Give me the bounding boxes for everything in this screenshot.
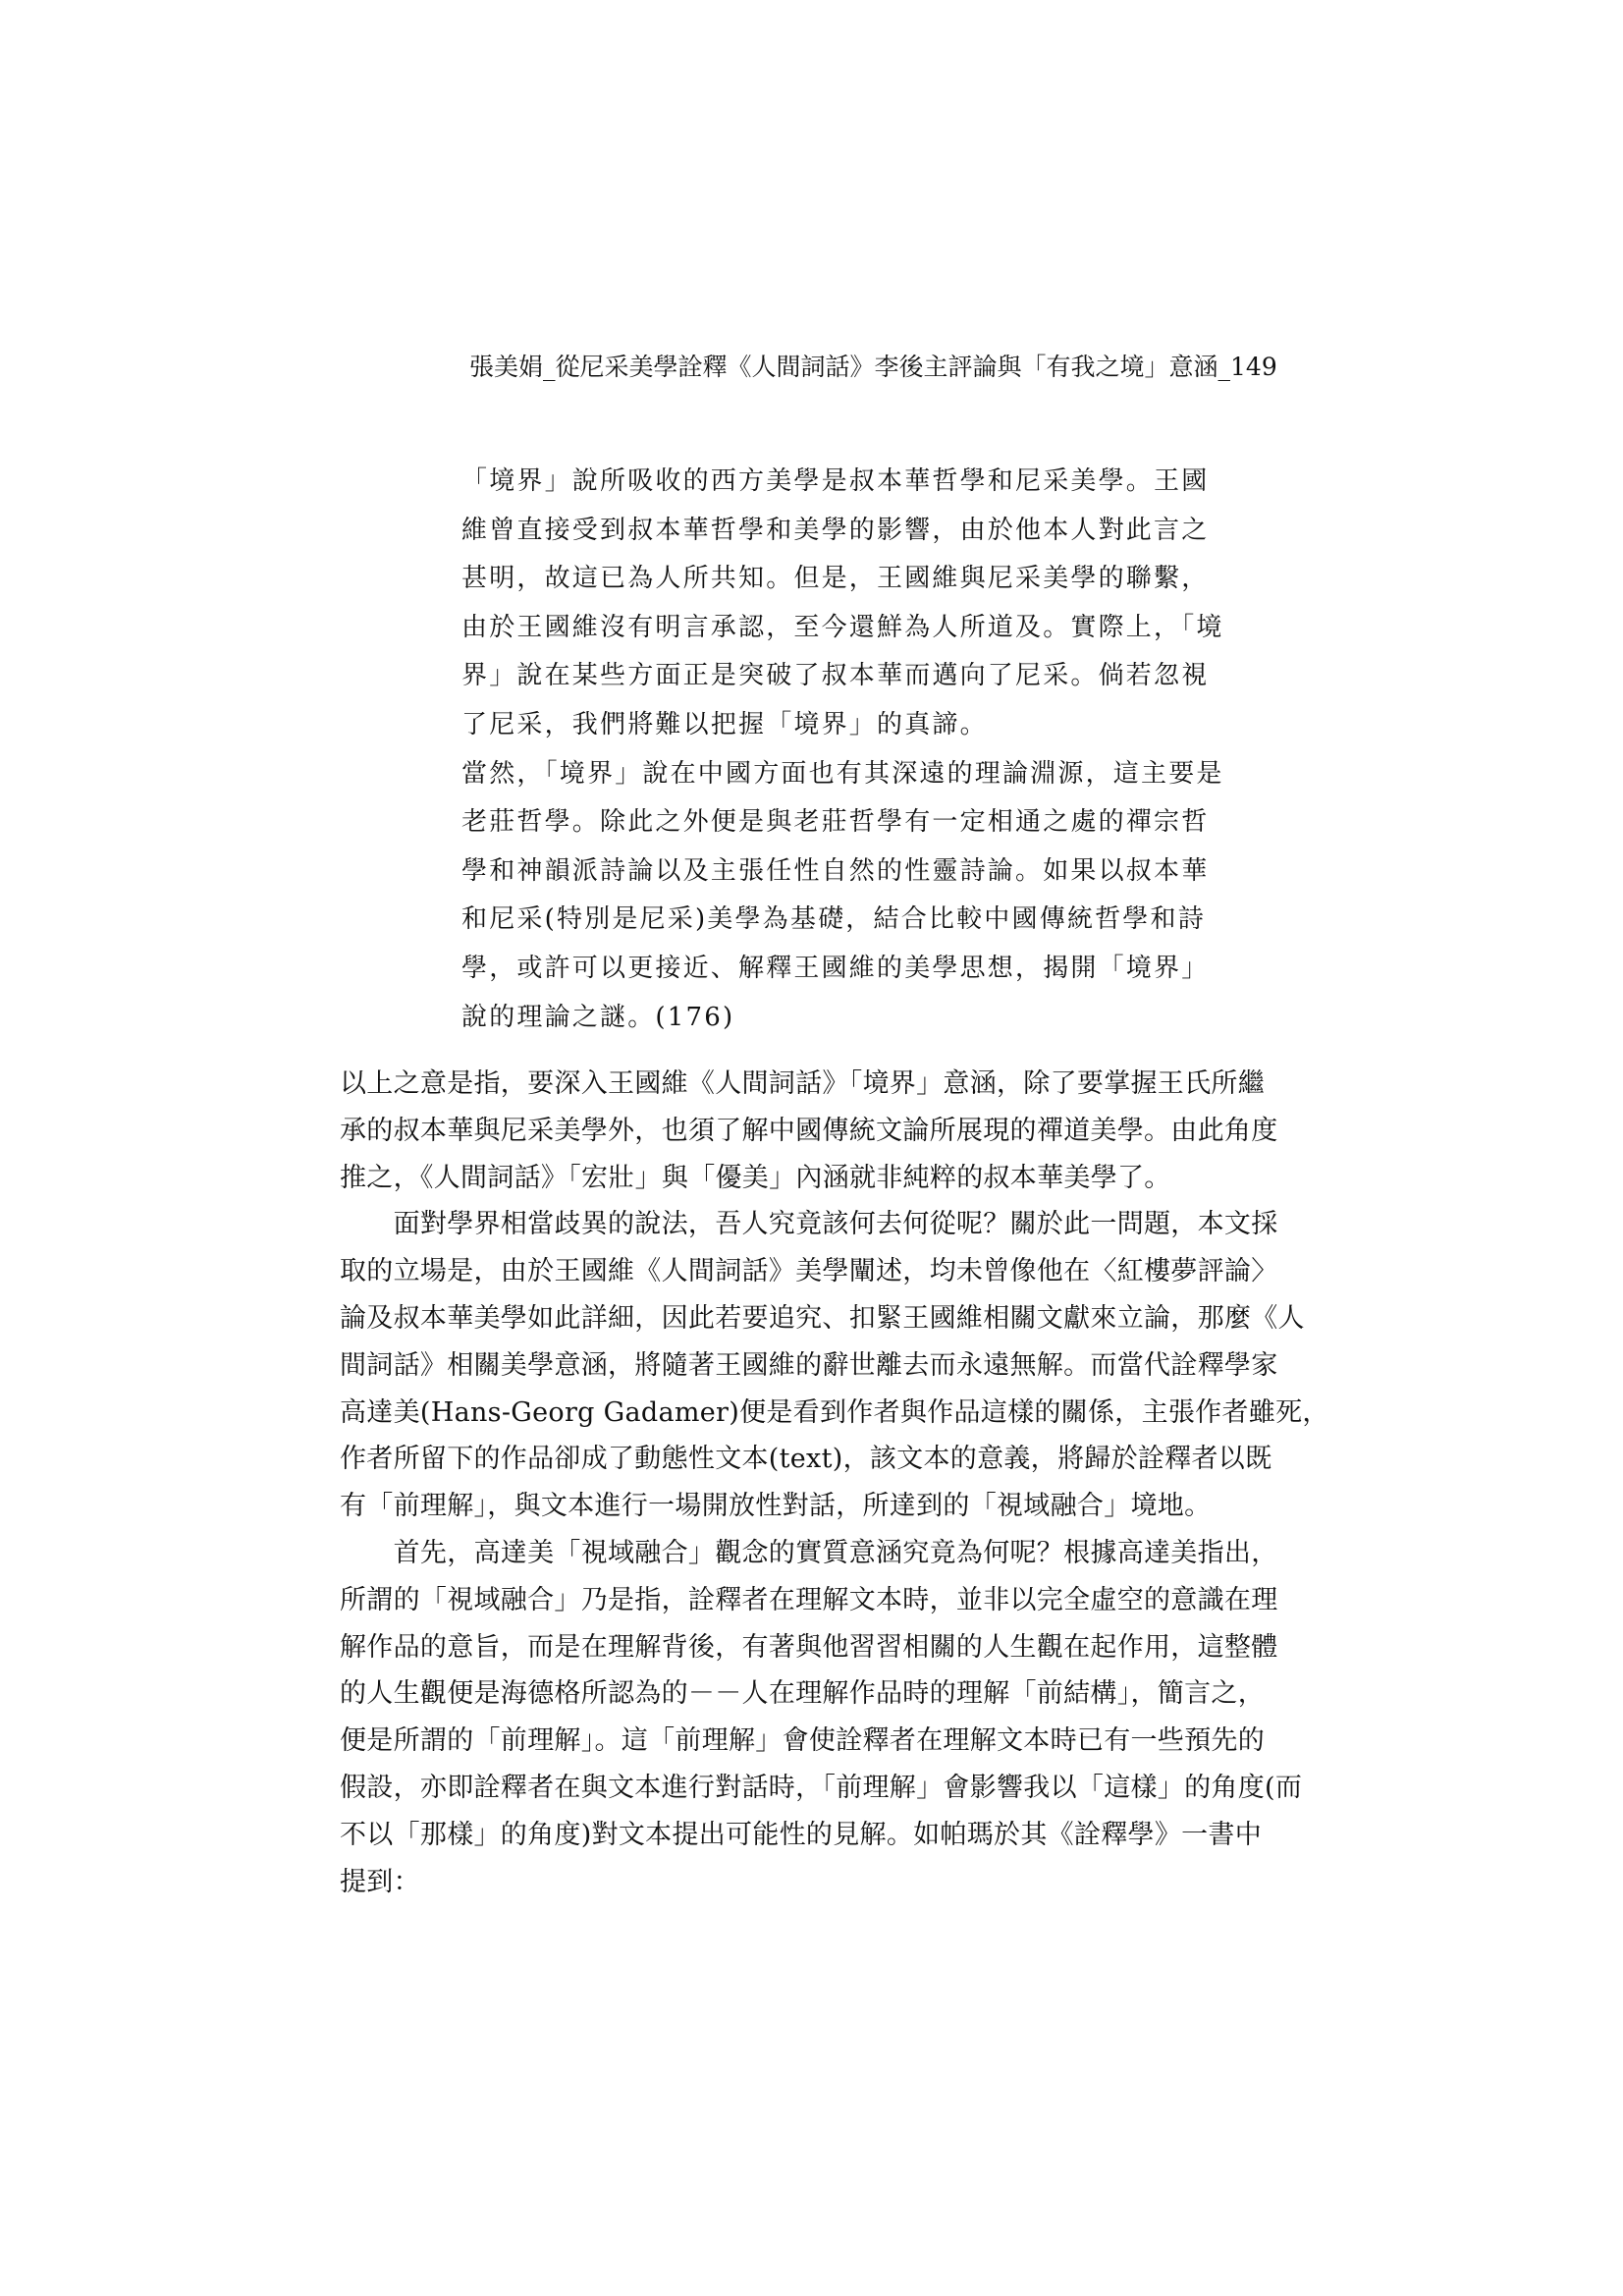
- body-line: 作者所留下的作品卻成了動態性文本(text)，該文本的意義，將歸於詮釋者以既: [340, 1444, 1272, 1475]
- body-line: 論及叔本華美學如此詳細，因此若要追究、扣緊王國維相關文獻來立論，那麼《人: [340, 1302, 1305, 1334]
- body-line: 的人生觀便是海德格所認為的－－人在理解作品時的理解「前結構」，簡言之，: [340, 1678, 1265, 1710]
- body-line: 提到：: [340, 1866, 420, 1897]
- body-line: 以上之意是指，要深入王國維《人間詞話》「境界」意涵，除了要掌握王氏所繼: [340, 1068, 1265, 1099]
- body-line: 面對學界相當歧異的說法，吾人究竟該何去何從呢？關於此一問題，本文採: [340, 1209, 1278, 1240]
- quote-line: 學，或許可以更接近、解釋王國維的美學思想，揭開「境界」: [461, 953, 1210, 983]
- block-quote: [461, 458, 1237, 1042]
- quote-line: 和尼采(特別是尼采)美學為基礎，結合比較中國傳統哲學和詩: [461, 904, 1206, 935]
- quote-line: 「境界」說所吸收的西方美學是叔本華哲學和尼采美學。王國: [461, 466, 1210, 496]
- body-text: [340, 1061, 1329, 1905]
- body-line: 有「前理解」，與文本進行一場開放性對話，所達到的「視域融合」境地。: [340, 1491, 1212, 1522]
- quote-line: 說的理論之謎。(176): [461, 1002, 735, 1032]
- body-line: 不以「那樣」的角度)對文本提出可能性的見解。如帕瑪於其《詮釋學》一書中: [340, 1819, 1263, 1850]
- body-line: 取的立場是，由於王國維《人間詞話》美學闡述，均未曾像他在〈紅樓夢評論〉: [340, 1256, 1278, 1287]
- body-line: 解作品的意旨，而是在理解背後，有著與他習習相關的人生觀在起作用，這整體: [340, 1631, 1278, 1663]
- running-head: 張美娟_從尼采美學詮釋《人間詞話》李後主評論與「有我之境」意涵_149: [469, 353, 1277, 381]
- quote-line: 學和神韻派詩論以及主張任性自然的性靈詩論。如果以叔本華: [461, 855, 1210, 886]
- quote-line: 了尼采，我們將難以把握「境界」的真諦。: [461, 709, 988, 739]
- body-line: 承的叔本華與尼采美學外，也須了解中國傳統文論所展現的禪道美學。由此角度: [340, 1115, 1278, 1146]
- body-line: 首先，高達美「視域融合」觀念的實質意涵究竟為何呢？根據高達美指出，: [340, 1537, 1278, 1568]
- body-line: 假設，亦即詮釋者在與文本進行對話時，「前理解」會影響我以「這樣」的角度(而: [340, 1772, 1303, 1803]
- body-line: 推之，《人間詞話》「宏壯」與「優美」內涵就非純粹的叔本華美學了。: [340, 1162, 1171, 1193]
- quote-line: 界」說在某些方面正是突破了叔本華而邁向了尼采。倘若忽視: [461, 661, 1210, 691]
- body-line: 所謂的「視域融合」乃是指，詮釋者在理解文本時，並非以完全虛空的意識在理: [340, 1584, 1278, 1615]
- quote-line: 由於王國維沒有明言承認，至今還鮮為人所道及。實際上，「境: [461, 612, 1224, 642]
- quote-line: 當然，「境界」說在中國方面也有其深遠的理論淵源，這主要是: [461, 758, 1224, 789]
- quote-line: 老莊哲學。除此之外便是與老莊哲學有一定相通之處的禪宗哲: [461, 807, 1210, 838]
- quote-line: 甚明，故這已為人所共知。但是，王國維與尼采美學的聯繫，: [461, 564, 1210, 594]
- body-line: 間詞話》相關美學意涵，將隨著王國維的辭世離去而永遠無解。而當代詮釋學家: [340, 1349, 1278, 1381]
- body-line: 高達美(Hans-Georg Gadamer)便是看到作者與作品這樣的關係，主張作者雖死，: [340, 1396, 1329, 1428]
- quote-line: 維曾直接受到叔本華哲學和美學的影響，由於他本人對此言之: [461, 515, 1210, 545]
- body-line: 便是所謂的「前理解」。這「前理解」會使詮釋者在理解文本時已有一些預先的: [340, 1725, 1265, 1757]
